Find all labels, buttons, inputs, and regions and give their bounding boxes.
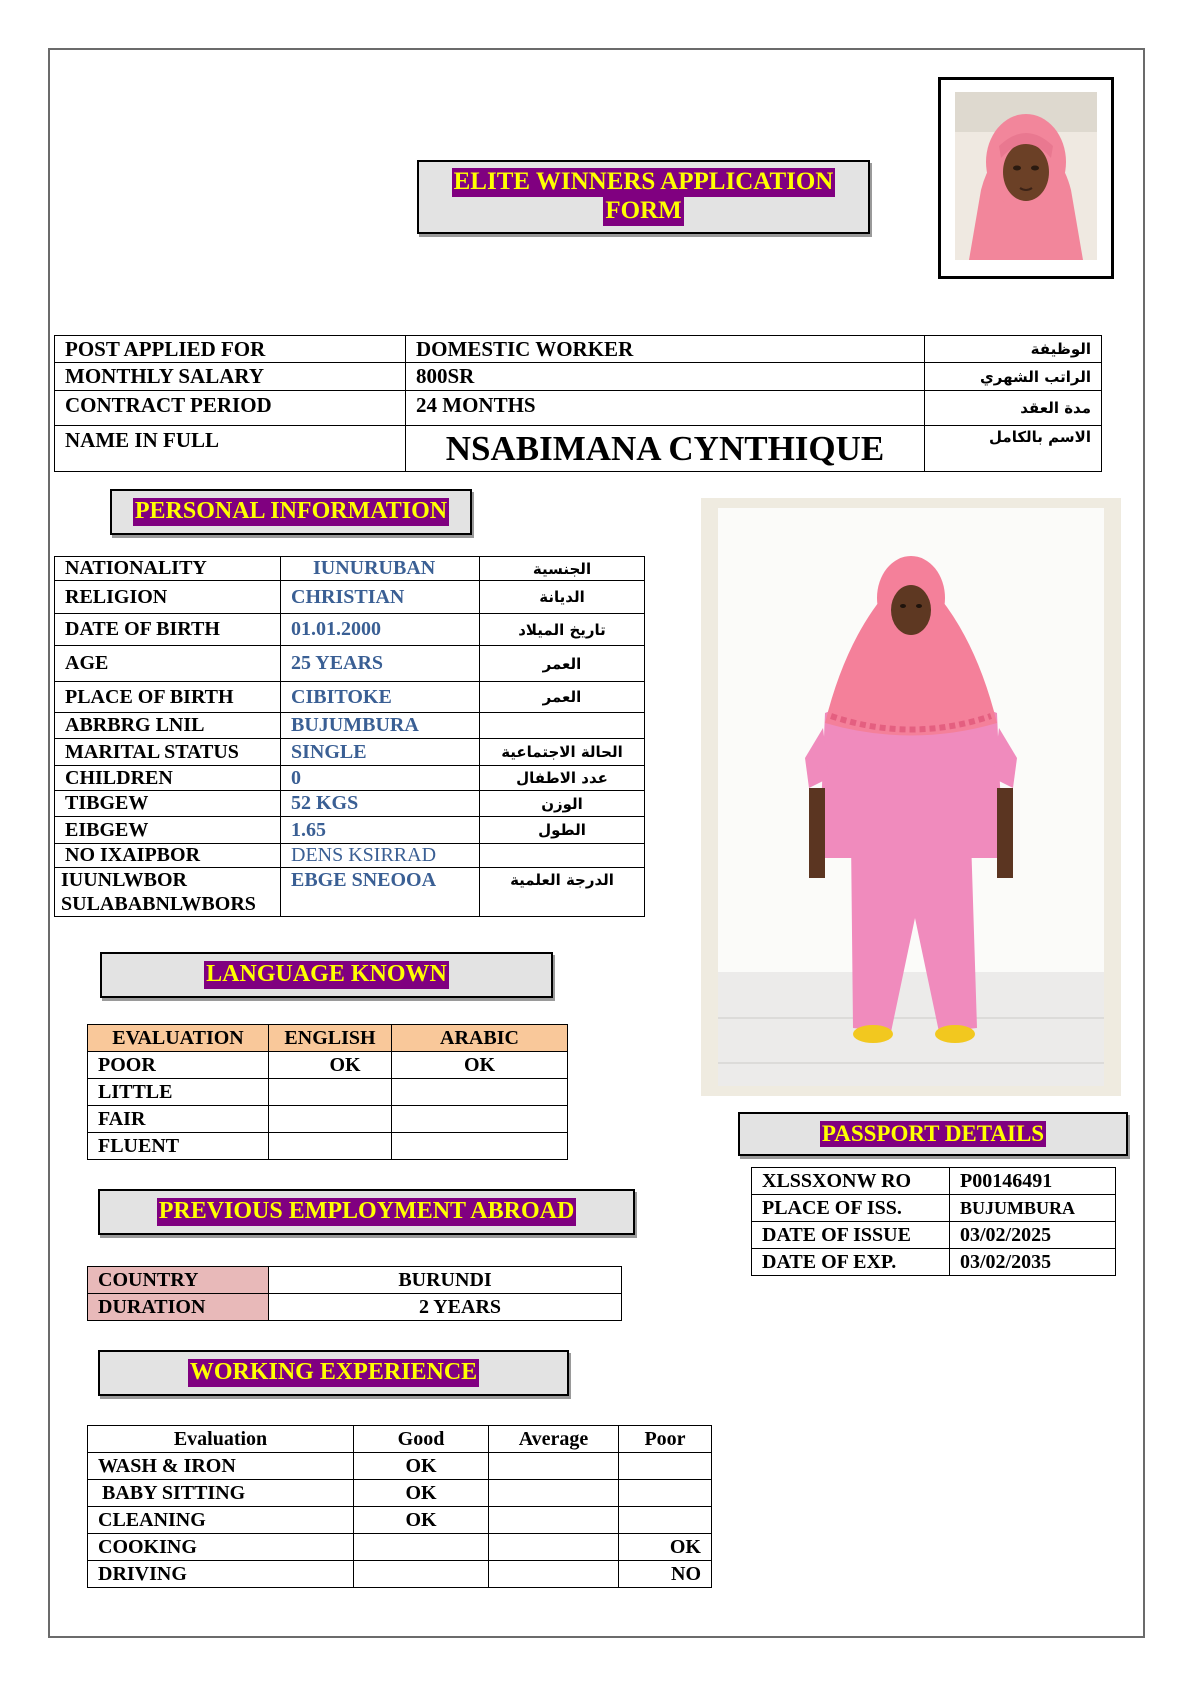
table-row [88,1079,568,1106]
post-applied-label: POST APPLIED FOR [55,336,406,363]
passport-number-label: XLSSXONW RO [752,1168,950,1195]
dob-value: 01.01.2000 [281,614,480,646]
employment-table [87,1266,622,1321]
age-label: AGE [55,646,281,682]
date-of-issue-value: 03/02/2025 [950,1222,1116,1249]
skill-poor: NO [619,1561,712,1588]
skill-name: DRIVING [88,1561,354,1588]
language-banner [100,952,553,998]
personal-info-table [54,556,645,917]
place-of-birth-label: PLACE OF BIRTH [55,682,281,713]
table-row [55,766,645,791]
experience-header-average: Average [489,1426,619,1453]
table-row [88,1267,622,1294]
nationality-value: IUNURUBAN [281,557,480,581]
table-row [55,557,645,581]
education-label-line1: IUUNLWBOR [61,869,187,891]
contract-period-arabic: مدة العقد [925,391,1102,426]
skill-name: BABY SITTING [88,1480,354,1507]
country-label: COUNTRY [88,1267,269,1294]
place-of-issue-label: PLACE OF ISS. [752,1195,950,1222]
place-of-birth-value: CIBITOKE [281,682,480,713]
employment-title: PREVIOUS EMPLOYMENT ABROAD [158,1198,575,1225]
place-of-issue-value: BUJUMBURA [950,1195,1116,1222]
table-row [55,614,645,646]
table-row [55,713,645,739]
religion-label: RELIGION [55,581,281,614]
monthly-salary-label: MONTHLY SALARY [55,363,406,391]
language-header-arabic: ARABIC [392,1025,568,1052]
table-row [55,868,645,917]
table-row [88,1294,622,1321]
contract-period-value: 24 MONTHS [406,391,925,426]
english-value [269,1106,392,1133]
date-of-issue-label: DATE OF ISSUE [752,1222,950,1249]
full-name-value: NSABIMANA CYNTHIQUE [406,426,925,472]
weight-value: 52 KGS [281,791,480,817]
weight-arabic: الوزن [480,791,645,817]
experience-abroad-arabic [480,844,645,868]
experience-banner [98,1350,569,1396]
table-row [55,682,645,713]
duration-label: DURATION [88,1294,269,1321]
education-label [55,868,281,917]
experience-abroad-value: DENS KSIRRAD [281,844,480,868]
education-value: EBGE SNEOOA [281,868,480,917]
education-label-line2: SULABABNLWBORS [61,893,256,915]
nationality-arabic: الجنسية [480,557,645,581]
experience-header-poor: Poor [619,1426,712,1453]
skill-good [354,1534,489,1561]
table-row [55,739,645,766]
religion-value: CHRISTIAN [281,581,480,614]
skill-name: COOKING [88,1534,354,1561]
living-town-label: ABRBRG LNIL [55,713,281,739]
skill-average [489,1561,619,1588]
form-title-line1: ELITE WINNERS APPLICATION [453,168,834,196]
table-row [752,1249,1116,1276]
marital-status-value: SINGLE [281,739,480,766]
passport-number-value: P00146491 [950,1168,1116,1195]
nationality-label: NATIONALITY [55,557,281,581]
language-header-evaluation: EVALUATION [88,1025,269,1052]
religion-arabic: الديانة [480,581,645,614]
language-title: LANGUAGE KNOWN [206,961,447,988]
skill-name: CLEANING [88,1507,354,1534]
skill-poor [619,1507,712,1534]
post-applied-arabic: الوظيفة [925,336,1102,363]
passport-table [751,1167,1116,1276]
post-applied-value: DOMESTIC WORKER [406,336,925,363]
arabic-value: OK [392,1052,568,1079]
marital-status-label: MARITAL STATUS [55,739,281,766]
skill-average [489,1507,619,1534]
table-row [55,426,1102,472]
skill-poor: OK [619,1534,712,1561]
language-level: LITTLE [88,1079,269,1106]
skill-good [354,1561,489,1588]
skill-average [489,1453,619,1480]
table-row [88,1561,712,1588]
dob-arabic: تاريخ الميلاد [480,614,645,646]
job-info-table [54,335,1102,472]
experience-header-good: Good [354,1426,489,1453]
table-row [88,1480,712,1507]
living-town-arabic [480,713,645,739]
table-row [55,391,1102,426]
skill-name: WASH & IRON [88,1453,354,1480]
duration-value: 2 YEARS [269,1294,622,1321]
full-name-label: NAME IN FULL [55,426,406,472]
dob-label: DATE OF BIRTH [55,614,281,646]
table-row [88,1133,568,1160]
passport-title: PASSPORT DETAILS [821,1120,1045,1146]
form-title-banner [417,160,870,234]
table-row [55,817,645,844]
language-table [87,1024,568,1160]
portrait-photo [938,77,1114,279]
language-level: POOR [88,1052,269,1079]
language-header-english: ENGLISH [269,1025,392,1052]
experience-table [87,1425,712,1588]
full-name-arabic: الاسم بالكامل [925,426,1102,472]
table-row [752,1168,1116,1195]
personal-info-title: PERSONAL INFORMATION [134,498,448,525]
table-row [88,1052,568,1079]
monthly-salary-value: 800SR [406,363,925,391]
height-arabic: الطول [480,817,645,844]
arabic-value [392,1079,568,1106]
table-row [88,1507,712,1534]
english-value [269,1079,392,1106]
skill-poor [619,1480,712,1507]
experience-header-evaluation: Evaluation [88,1426,354,1453]
table-row [752,1222,1116,1249]
skill-average [489,1480,619,1507]
skill-good: OK [354,1453,489,1480]
age-value: 25 YEARS [281,646,480,682]
skill-average [489,1534,619,1561]
table-row [88,1426,712,1453]
date-of-expiry-value: 03/02/2035 [950,1249,1116,1276]
table-row [55,363,1102,391]
passport-banner [738,1112,1128,1156]
height-value: 1.65 [281,817,480,844]
contract-period-label: CONTRACT PERIOD [55,391,406,426]
full-body-photo [701,498,1121,1096]
marital-status-arabic: الحالة الاجتماعية [480,739,645,766]
arabic-value [392,1106,568,1133]
skill-good: OK [354,1480,489,1507]
english-value [269,1133,392,1160]
children-arabic: عدد الاطفال [480,766,645,791]
children-value: 0 [281,766,480,791]
weight-label: TIBGEW [55,791,281,817]
english-value: OK [269,1052,392,1079]
form-title-line2: FORM [605,197,682,224]
table-row [88,1025,568,1052]
education-arabic: الدرجة العلمية [480,868,645,917]
skill-poor [619,1453,712,1480]
place-of-birth-arabic: العمر [480,682,645,713]
table-row [55,791,645,817]
employment-banner [98,1189,635,1235]
height-label: EIBGEW [55,817,281,844]
table-row [88,1534,712,1561]
table-row [55,844,645,868]
table-row [55,581,645,614]
portrait-illustration [941,80,1111,276]
table-row [55,336,1102,363]
experience-abroad-label: NO IXAIPBOR [55,844,281,868]
children-label: CHILDREN [55,766,281,791]
country-value: BURUNDI [269,1267,622,1294]
date-of-expiry-label: DATE OF EXP. [752,1249,950,1276]
full-body-illustration [701,498,1121,1096]
table-row [55,646,645,682]
experience-title: WORKING EXPERIENCE [189,1359,478,1386]
table-row [88,1453,712,1480]
language-level: FLUENT [88,1133,269,1160]
skill-good: OK [354,1507,489,1534]
table-row [88,1106,568,1133]
arabic-value [392,1133,568,1160]
monthly-salary-arabic: الراتب الشهري [925,363,1102,391]
age-arabic: العمر [480,646,645,682]
table-row [752,1195,1116,1222]
personal-info-banner [110,489,472,535]
living-town-value: BUJUMBURA [281,713,480,739]
language-level: FAIR [88,1106,269,1133]
